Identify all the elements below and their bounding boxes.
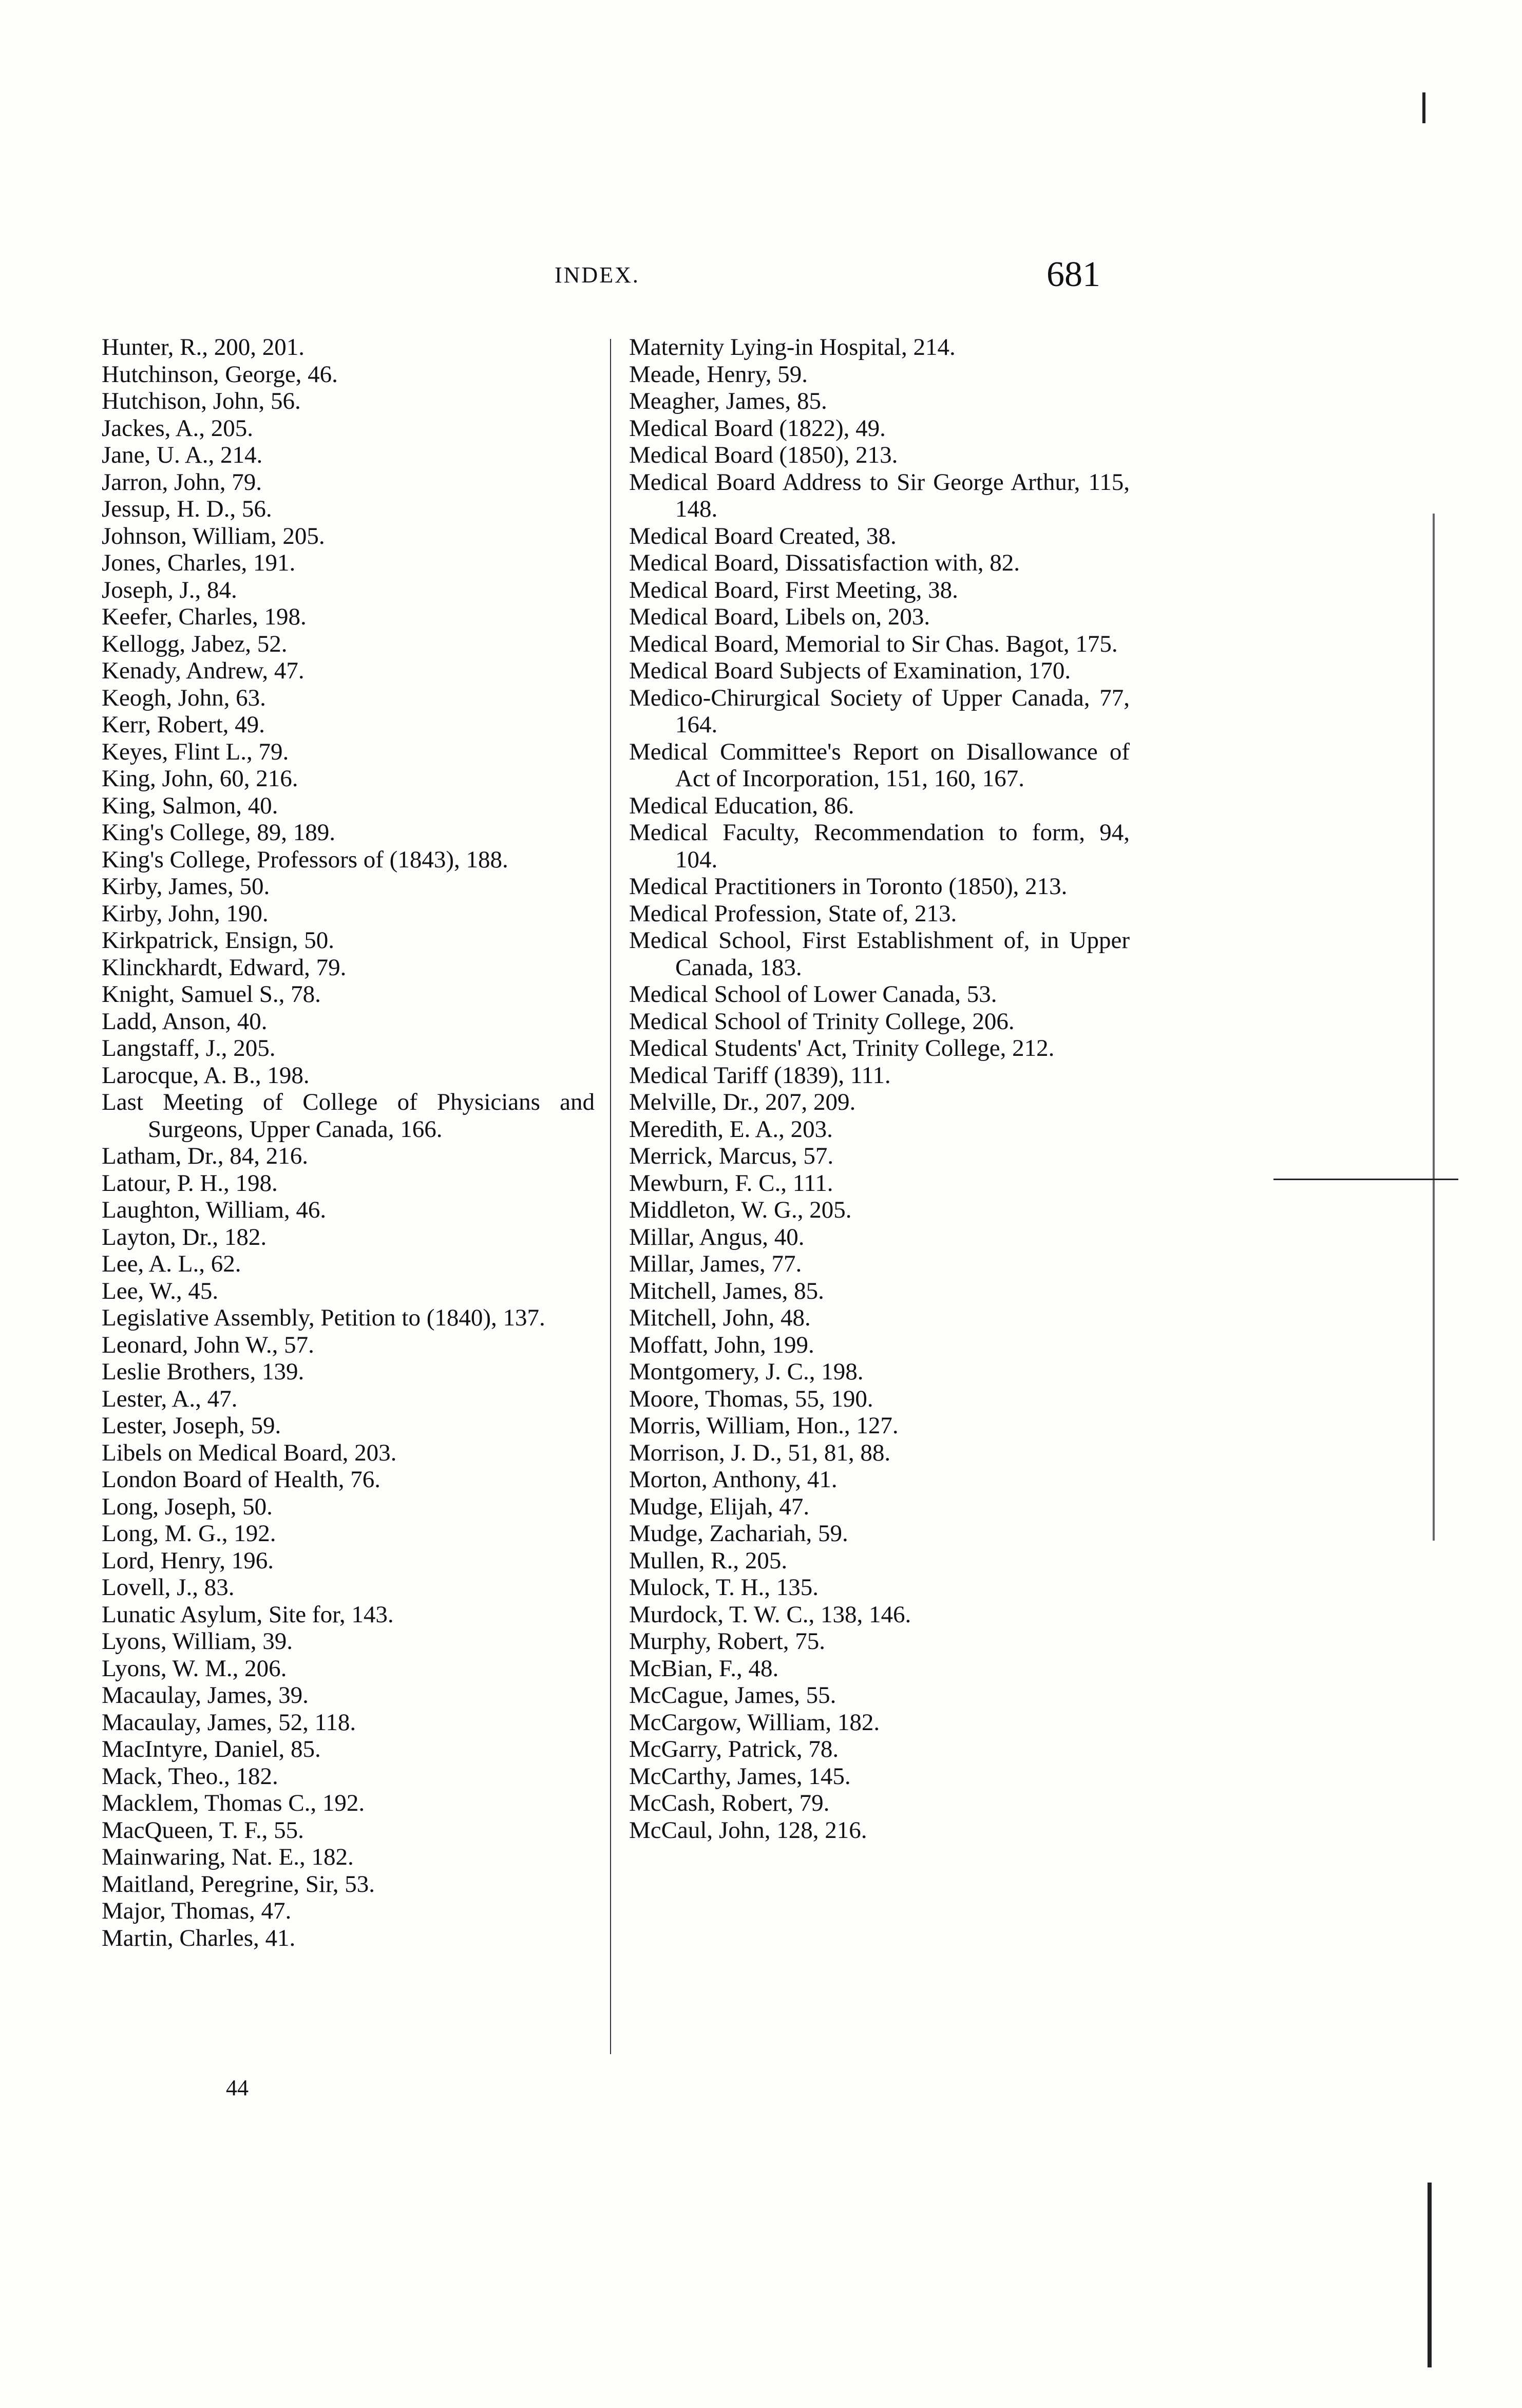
index-entry: Medical Board, Memorial to Sir Chas. Bagot, 175.	[629, 630, 1118, 657]
index-entry: Kenady, Andrew, 47.	[102, 657, 305, 684]
index-entry: Lester, Joseph, 59.	[102, 1412, 281, 1439]
index-entry: McBian, F., 48.	[629, 1655, 779, 1682]
index-entry: Mitchell, James, 85.	[629, 1277, 824, 1304]
index-entry: Medical Board (1822), 49.	[629, 414, 886, 442]
index-entry: Medical Tariff (1839), 111.	[629, 1061, 891, 1089]
index-entry: Melville, Dr., 207, 209.	[629, 1089, 856, 1115]
index-entry: Macklem, Thomas C., 192.	[102, 1790, 365, 1816]
index-entry: Lee, W., 45.	[102, 1277, 219, 1304]
index-entry: Long, M. G., 192.	[102, 1520, 276, 1547]
index-entry: Merrick, Marcus, 57.	[629, 1143, 834, 1169]
index-entry: Lyons, William, 39.	[102, 1628, 293, 1655]
index-entry: Medical Board, First Meeting, 38.	[629, 576, 958, 603]
index-entry: Mitchell, John, 48.	[629, 1304, 811, 1331]
index-entry: McCarthy, James, 145.	[629, 1762, 851, 1790]
index-entry: London Board of Health, 76.	[102, 1466, 381, 1493]
index-entry: Medical School, First Establishment of, in Upper Canada, 183.	[629, 927, 1130, 981]
index-entry: Jones, Charles, 191.	[102, 549, 296, 576]
column-divider	[610, 339, 611, 2054]
index-entry: Lester, A., 47.	[102, 1385, 238, 1412]
index-entry: Jessup, H. D., 56.	[102, 496, 272, 522]
index-entry: King, Salmon, 40.	[102, 792, 278, 819]
index-entry: Latham, Dr., 84, 216.	[102, 1143, 309, 1169]
index-entry: McCague, James, 55.	[629, 1682, 836, 1709]
index-entry: Murdock, T. W. C., 138, 146.	[629, 1601, 911, 1628]
index-entry: Hunter, R., 200, 201.	[102, 334, 305, 361]
index-entry: Major, Thomas, 47.	[102, 1898, 292, 1924]
index-entry: Medical Board, Libels on, 203.	[629, 603, 930, 630]
index-entry: Laughton, William, 46.	[102, 1197, 327, 1223]
scan-edge-mark	[1433, 514, 1435, 1541]
scan-edge-mark	[1428, 2183, 1432, 2367]
index-entry: Kirby, James, 50.	[102, 873, 270, 900]
index-entry: Millar, James, 77.	[629, 1250, 802, 1277]
index-entry: Medical Profession, State of, 213.	[629, 900, 957, 927]
index-entry: Kerr, Robert, 49.	[102, 711, 265, 738]
index-entry: Keogh, John, 63.	[102, 684, 266, 711]
index-entry: Murphy, Robert, 75.	[629, 1628, 826, 1655]
index-entry: Hutchinson, George, 46.	[102, 361, 338, 388]
index-entry: Latour, P. H., 198.	[102, 1169, 278, 1197]
index-entry: Lyons, W. M., 206.	[102, 1655, 287, 1682]
page-header-title: INDEX.	[555, 262, 640, 288]
index-entry: Lord, Henry, 196.	[102, 1547, 274, 1574]
index-entry: Meredith, E. A., 203.	[629, 1115, 833, 1143]
index-entry: Kirby, John, 190.	[102, 900, 269, 927]
index-entry: Morton, Anthony, 41.	[629, 1466, 838, 1493]
index-entry: Mullen, R., 205.	[629, 1547, 788, 1574]
index-entry: Macaulay, James, 52, 118.	[102, 1709, 356, 1736]
index-entry: Leslie Brothers, 139.	[102, 1358, 305, 1385]
index-entry: Mudge, Elijah, 47.	[629, 1493, 810, 1520]
index-entry: Kirkpatrick, Ensign, 50.	[102, 927, 334, 954]
index-entry: Johnson, William, 205.	[102, 522, 325, 549]
index-entry: Medical Board (1850), 213.	[629, 442, 898, 468]
index-entry: Mulock, T. H., 135.	[629, 1574, 819, 1601]
index-entry: McCaul, John, 128, 216.	[629, 1816, 867, 1844]
index-entry: Moore, Thomas, 55, 190.	[629, 1385, 873, 1412]
index-entry: Libels on Medical Board, 203.	[102, 1439, 397, 1466]
index-column-right	[629, 334, 1130, 1844]
index-entry: Keyes, Flint L., 79.	[102, 738, 289, 765]
index-entry: Lovell, J., 83.	[102, 1574, 235, 1601]
index-column-left	[102, 334, 595, 1951]
index-entry: King's College, Professors of (1843), 188.	[102, 846, 508, 873]
scan-edge-mark	[1422, 92, 1425, 123]
index-entry: Morrison, J. D., 51, 81, 88.	[629, 1439, 891, 1466]
index-entry: Mack, Theo., 182.	[102, 1762, 278, 1790]
index-entry: Medical Board Created, 38.	[629, 522, 897, 549]
index-entry: Lunatic Asylum, Site for, 143.	[102, 1601, 394, 1628]
index-entry: Martin, Charles, 41.	[102, 1924, 296, 1951]
index-entry: Medical Students' Act, Trinity College, 212.	[629, 1035, 1055, 1061]
index-entry: Leonard, John W., 57.	[102, 1331, 314, 1358]
index-entry: Meagher, James, 85.	[629, 388, 827, 414]
page-number: 681	[1047, 255, 1100, 294]
index-entry: Medical School of Trinity College, 206.	[629, 1008, 1015, 1035]
index-entry: Klinckhardt, Edward, 79.	[102, 954, 347, 981]
index-entry: Medical Board, Dissatisfaction with, 82.	[629, 549, 1020, 576]
index-entry: Medical Board Address to Sir George Arthur, 115, 148.	[629, 468, 1130, 522]
index-entry: Meade, Henry, 59.	[629, 361, 808, 388]
index-entry: Legislative Assembly, Petition to (1840), 137.	[102, 1304, 545, 1331]
index-entry: Montgomery, J. C., 198.	[629, 1358, 864, 1385]
index-entry: Jackes, A., 205.	[102, 414, 254, 442]
index-entry: Medical Practitioners in Toronto (1850), 213.	[629, 873, 1068, 900]
index-entry: Jane, U. A., 214.	[102, 442, 263, 468]
index-entry: King, John, 60, 216.	[102, 765, 298, 792]
index-entry: MacIntyre, Daniel, 85.	[102, 1736, 321, 1762]
index-entry: Morris, William, Hon., 127.	[629, 1412, 899, 1439]
index-entry: Lee, A. L., 62.	[102, 1250, 241, 1277]
index-entry: Medico-Chirurgical Society of Upper Canada, 77, 164.	[629, 684, 1130, 738]
index-entry: Mudge, Zachariah, 59.	[629, 1520, 848, 1547]
index-entry: Millar, Angus, 40.	[629, 1223, 805, 1250]
index-entry: Middleton, W. G., 205.	[629, 1197, 852, 1223]
index-entry: MacQueen, T. F., 55.	[102, 1816, 304, 1844]
index-entry: Medical Board Subjects of Examination, 170.	[629, 657, 1071, 684]
index-entry: Macaulay, James, 39.	[102, 1682, 309, 1709]
index-entry: Medical Faculty, Recommendation to form, 94, 104.	[629, 819, 1130, 873]
index-entry: Kellogg, Jabez, 52.	[102, 630, 288, 657]
index-entry: King's College, 89, 189.	[102, 819, 335, 846]
index-entry: Knight, Samuel S., 78.	[102, 981, 321, 1008]
index-entry: Medical Committee's Report on Disallowance of Act of Incorporation, 151, 160, 167.	[629, 738, 1130, 792]
index-entry: Last Meeting of College of Physicians and Surgeons, Upper Canada, 166.	[102, 1089, 595, 1143]
index-entry: Mewburn, F. C., 111.	[629, 1169, 833, 1197]
index-entry: Jarron, John, 79.	[102, 468, 262, 496]
index-entry: Keefer, Charles, 198.	[102, 603, 307, 630]
index-entry: Langstaff, J., 205.	[102, 1035, 276, 1061]
index-entry: Moffatt, John, 199.	[629, 1331, 814, 1358]
index-entry: Ladd, Anson, 40.	[102, 1008, 268, 1035]
index-entry: Medical School of Lower Canada, 53.	[629, 981, 997, 1008]
index-entry: Layton, Dr., 182.	[102, 1223, 267, 1250]
signature-mark: 44	[226, 2075, 249, 2100]
index-entry: Long, Joseph, 50.	[102, 1493, 273, 1520]
index-entry: McCash, Robert, 79.	[629, 1790, 830, 1816]
index-entry: Mainwaring, Nat. E., 182.	[102, 1844, 354, 1870]
index-entry: Larocque, A. B., 198.	[102, 1061, 310, 1089]
index-entry: Medical Education, 86.	[629, 792, 854, 819]
index-entry: Joseph, J., 84.	[102, 576, 237, 603]
index-entry: Maitland, Peregrine, Sir, 53.	[102, 1870, 375, 1898]
index-entry: McCargow, William, 182.	[629, 1709, 880, 1736]
index-entry: Maternity Lying-in Hospital, 214.	[629, 334, 956, 361]
index-entry: Hutchison, John, 56.	[102, 388, 301, 414]
scan-rule-mark	[1273, 1179, 1458, 1180]
index-entry: McGarry, Patrick, 78.	[629, 1736, 839, 1762]
